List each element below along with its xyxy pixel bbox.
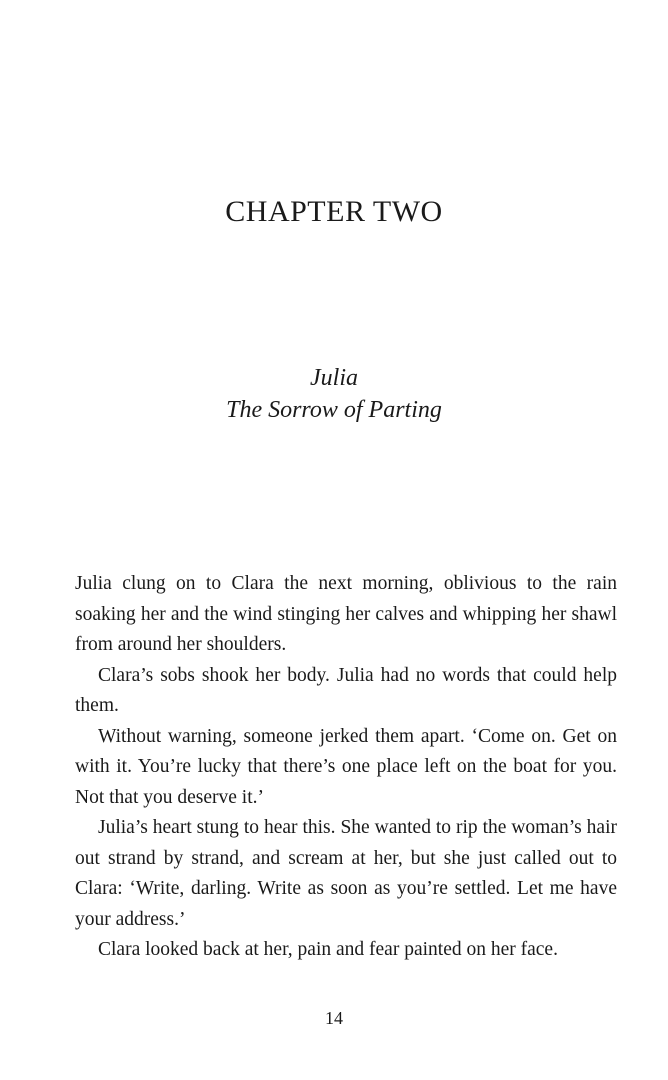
paragraph: Julia’s heart stung to hear this. She wanted to rip the woman’s hair out strand by strand, and scream at her, but she just called out to Clara: ‘Write, darling. Write as soon as you’re settled. Let me have your address.’: [75, 817, 617, 930]
paragraph: Julia clung on to Clara the next morning, oblivious to the rain soaking her and the wind stinging her calves and whipping her shawl from around her shoulders.: [75, 573, 617, 655]
chapter-title: CHAPTER TWO: [225, 195, 443, 228]
paragraph: Clara looked back at her, pain and fear painted on her face.: [98, 939, 558, 960]
chapter-subtitle-block: [0, 362, 668, 426]
body-text: [75, 569, 617, 966]
chapter-subtitle: The Sorrow of Parting: [226, 397, 442, 423]
page-number: 14: [325, 1008, 343, 1028]
paragraph: Clara’s sobs shook her body. Julia had no words that could help them.: [75, 664, 617, 716]
chapter-narrator: Julia: [310, 365, 358, 391]
paragraph: Without warning, someone jerked them apart. ‘Come on. Get on with it. You’re lucky that there’s one place left on the boat for you. Not that you deserve it.’: [75, 725, 617, 808]
